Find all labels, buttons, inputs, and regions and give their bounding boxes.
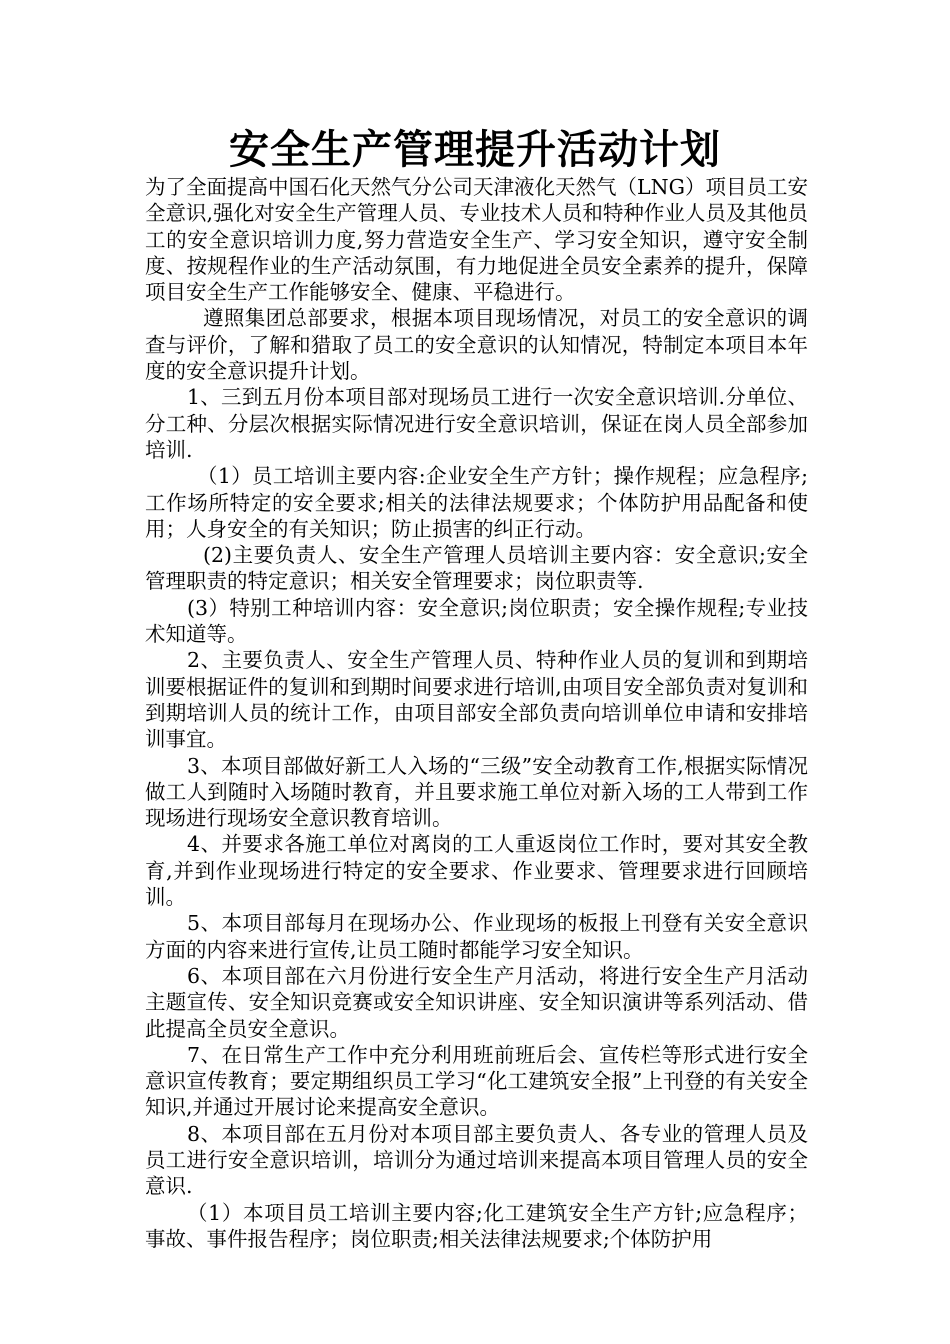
document-body	[145, 174, 808, 1252]
paragraph-item-8: 8、本项目部在五月份对本项目部主要负责人、各专业的管理人员及员工进行安全意识培训，培训分为通过培训来提高本项目管理人员的安全意识.	[145, 1121, 808, 1199]
document-title: 安全生产管理提升活动计划	[229, 126, 721, 173]
paragraph-item-8-1: （1）本项目员工培训主要内容;化工建筑安全生产方针;应急程序；事故、事件报告程序；岗位职责;相关法律法规要求;个体防护用	[145, 1200, 808, 1251]
paragraph-item-5: 5、本项目部每月在现场办公、作业现场的板报上刊登有关安全意识方面的内容来进行宣传,让员工随时都能学习安全知识。	[145, 911, 808, 962]
paragraph-basis: 遵照集团总部要求，根据本项目现场情况，对员工的安全意识的调查与评价，了解和猎取了员工的安全意识的认知情况，特制定本项目本年度的安全意识提升计划。	[145, 306, 808, 384]
paragraph-item-4: 4、并要求各施工单位对离岗的工人重返岗位工作时，要对其安全教育,并到作业现场进行特定的安全要求、作业要求、管理要求进行回顾培训。	[145, 832, 808, 910]
paragraph-item-1-2: (2)主要负责人、安全生产管理人员培训主要内容：安全意识;安全管理职责的特定意识；相关安全管理要求；岗位职责等.	[145, 543, 808, 594]
paragraph-item-1-3: (3）特别工种培训内容：安全意识;岗位职责；安全操作规程;专业技术知道等。	[145, 595, 808, 647]
paragraph-intro: 为了全面提高中国石化天然气分公司天津液化天然气（LNG）项目员工安全意识,强化对安全生产管理人员、专业技术人员和特种作业人员及其他员工的安全意识培训力度,努力营造安全生产、学习安全知识，遵守安全制度、按规程作业的生产活动氛围，有力地促进全员安全素养的提升，保障项目安全生产工作能够安全、健康、平稳进行。	[145, 175, 808, 305]
paragraph-item-1-1: （1）员工培训主要内容:企业安全生产方针；操作规程；应急程序;工作场所特定的安全要求;相关的法律法规要求；个体防护用品配备和使用；人身安全的有关知识；防止损害的纠正行动。	[145, 464, 808, 541]
paragraph-item-6: 6、本项目部在六月份进行安全生产月活动，将进行安全生产月活动主题宣传、安全知识竞赛或安全知识讲座、安全知识演讲等系列活动、借此提高全员安全意识。	[145, 963, 808, 1041]
paragraph-item-3: 3、本项目部做好新工人入场的“三级”安全动教育工作,根据实际情况做工人到随时入场随时教育，并且要求施工单位对新入场的工人带到工作现场进行现场安全意识教育培训。	[145, 753, 808, 831]
paragraph-item-2: 2、主要负责人、安全生产管理人员、特种作业人员的复训和到期培训要根据证件的复训和到期时间要求进行培训,由项目安全部负责对复训和到期培训人员的统计工作，由项目部安全部负责向培训单位申请和安排培训事宜。	[145, 648, 808, 752]
paragraph-item-7: 7、在日常生产工作中充分利用班前班后会、宣传栏等形式进行安全意识宣传教育；要定期组织员工学习“化工建筑安全报”上刊登的有关安全知识,并通过开展讨论来提高安全意识。	[145, 1042, 808, 1120]
paragraph-item-1: 1、三到五月份本项目部对现场员工进行一次安全意识培训.分单位、分工种、分层次根据实际情况进行安全意识培训，保证在岗人员全部参加培训.	[145, 385, 808, 462]
